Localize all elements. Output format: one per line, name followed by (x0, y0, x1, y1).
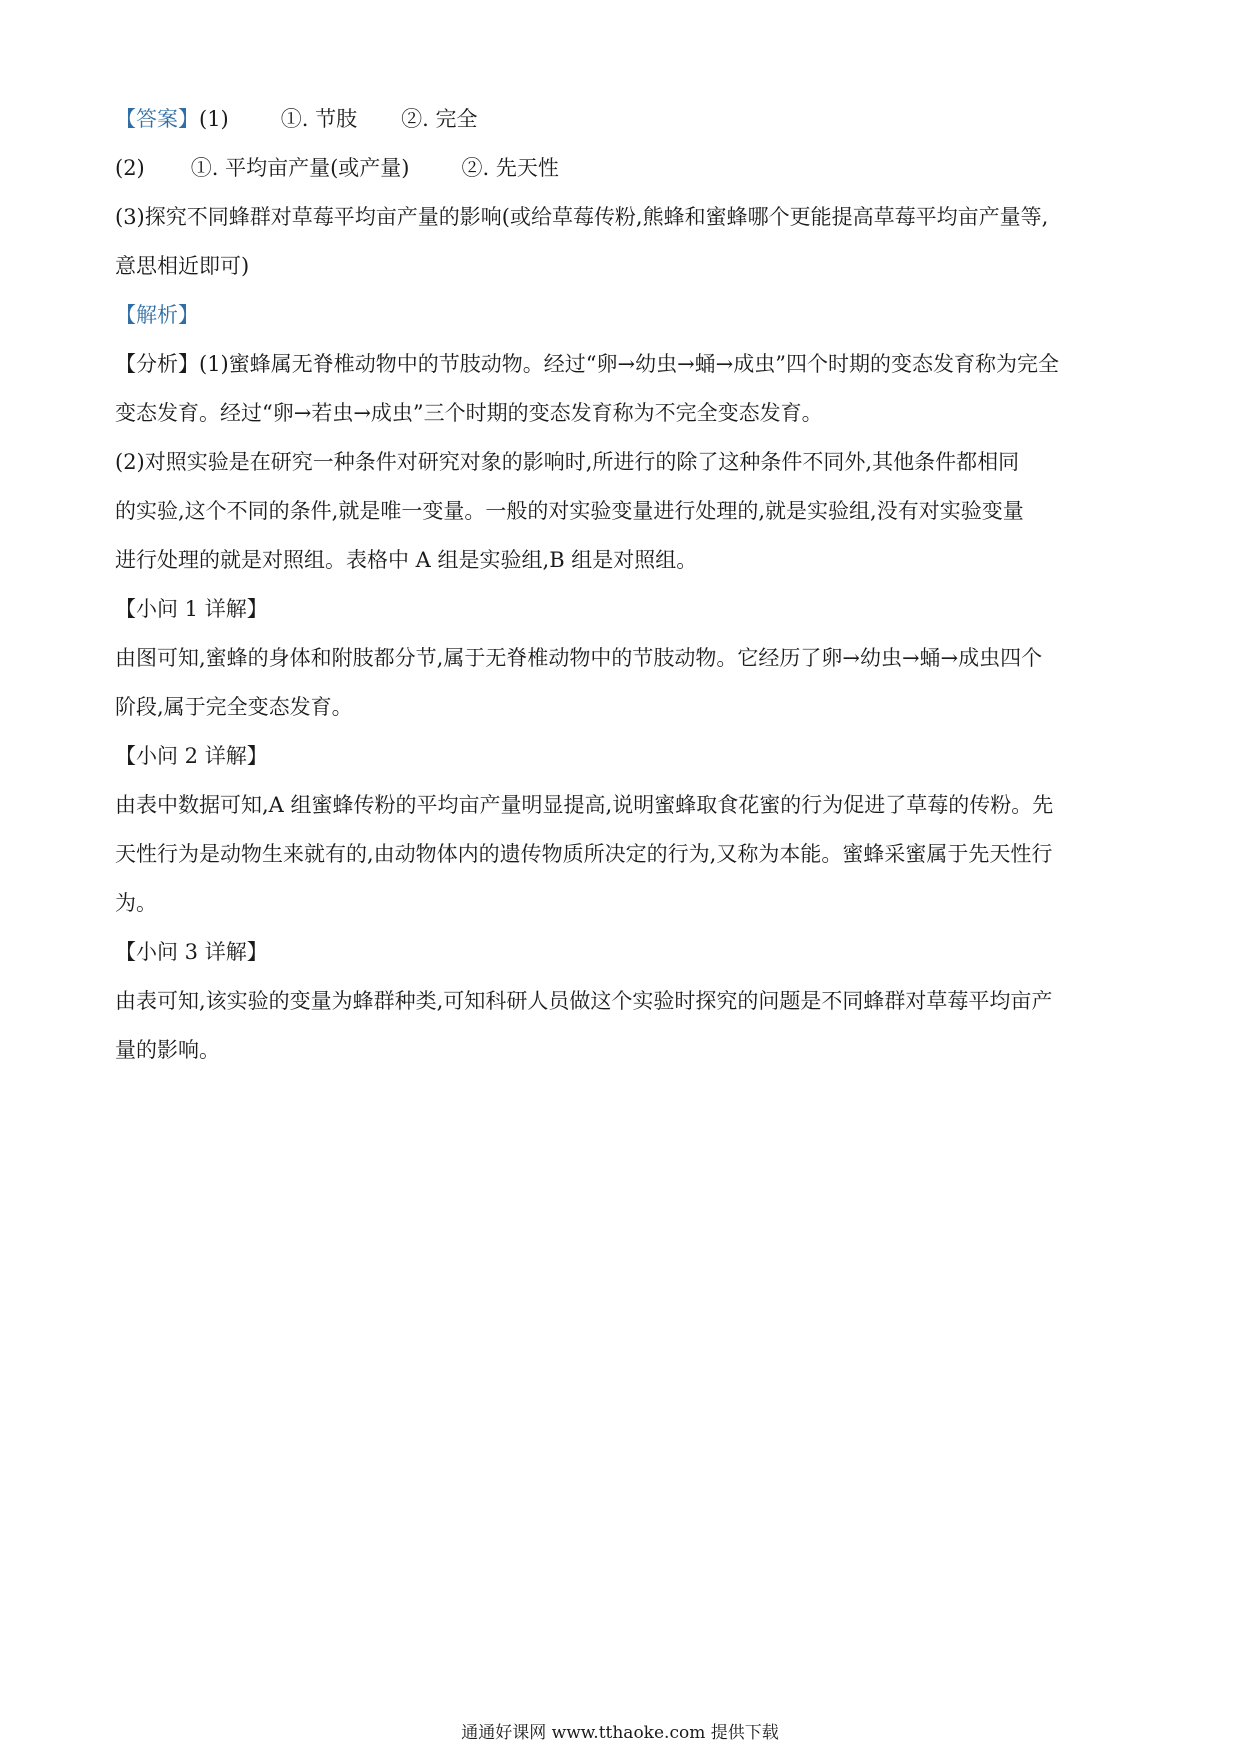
answer-l2-b: ②. 先天性 (461, 156, 559, 180)
q2-line-3: 为。 (115, 891, 157, 915)
analysis-paragraph-line-4: 的实验,这个不同的条件,就是唯一变量。一般的对实验变量进行处理的,就是实验组,没有对实验变量 (115, 499, 1024, 523)
q2-line-1: 由表中数据可知,A 组蜜蜂传粉的平均亩产量明显提高,说明蜜蜂取食花蜜的行为促进了草莓的传粉。先 (115, 793, 1054, 817)
answer-l2-a: ①. 平均亩产量(或产量) (190, 156, 410, 180)
answer-l1-number: (1) (199, 107, 229, 131)
q3-heading: 【小问 3 详解】 (115, 940, 268, 964)
answer-l1-a: ①. 节肢 (280, 107, 358, 131)
analysis-label: 【解析】 (115, 303, 199, 327)
answer-line-4: 意思相近即可) (115, 254, 250, 278)
q1-line-1: 由图可知,蜜蜂的身体和附肢都分节,属于无脊椎动物中的节肢动物。它经历了卵→幼虫→蛹→成虫四个 (115, 646, 1043, 670)
answer-l2-number: (2) (115, 156, 145, 180)
analysis-paragraph-line-5: 进行处理的就是对照组。表格中 A 组是实验组,B 组是对照组。 (115, 548, 698, 572)
q2-heading: 【小问 2 详解】 (115, 744, 268, 768)
answer-label: 【答案】 (115, 107, 199, 131)
analysis-paragraph-line-3: (2)对照实验是在研究一种条件对研究对象的影响时,所进行的除了这种条件不同外,其他条件都相同 (115, 450, 1020, 474)
answer-line-3: (3)探究不同蜂群对草莓平均亩产量的影响(或给草莓传粉,熊蜂和蜜蜂哪个更能提高草莓平均亩产量等, (115, 205, 1049, 229)
q1-heading: 【小问 1 详解】 (115, 597, 268, 621)
q2-line-2: 天性行为是动物生来就有的,由动物体内的遗传物质所决定的行为,又称为本能。蜜蜂采蜜属于先天性行 (115, 842, 1053, 866)
analysis-paragraph-line-2: 变态发育。经过“卵→若虫→成虫”三个时期的变态发育称为不完全变态发育。 (115, 401, 823, 425)
q3-line-2: 量的影响。 (115, 1038, 220, 1062)
analysis-paragraph-line-1: 【分析】(1)蜜蜂属无脊椎动物中的节肢动物。经过“卵→幼虫→蛹→成虫”四个时期的变态发育称为完全 (115, 352, 1060, 376)
q3-line-1: 由表可知,该实验的变量为蜂群种类,可知科研人员做这个实验时探究的问题是不同蜂群对草莓平均亩产 (115, 989, 1053, 1013)
answer-line-2 (115, 155, 1125, 181)
answer-line-1 (115, 106, 1125, 132)
page-footer: 通通好课网 www.tthaoke.com 提供下载 (461, 1723, 779, 1743)
q1-line-2: 阶段,属于完全变态发育。 (115, 695, 353, 719)
answer-l1-b: ②. 完全 (401, 107, 478, 131)
